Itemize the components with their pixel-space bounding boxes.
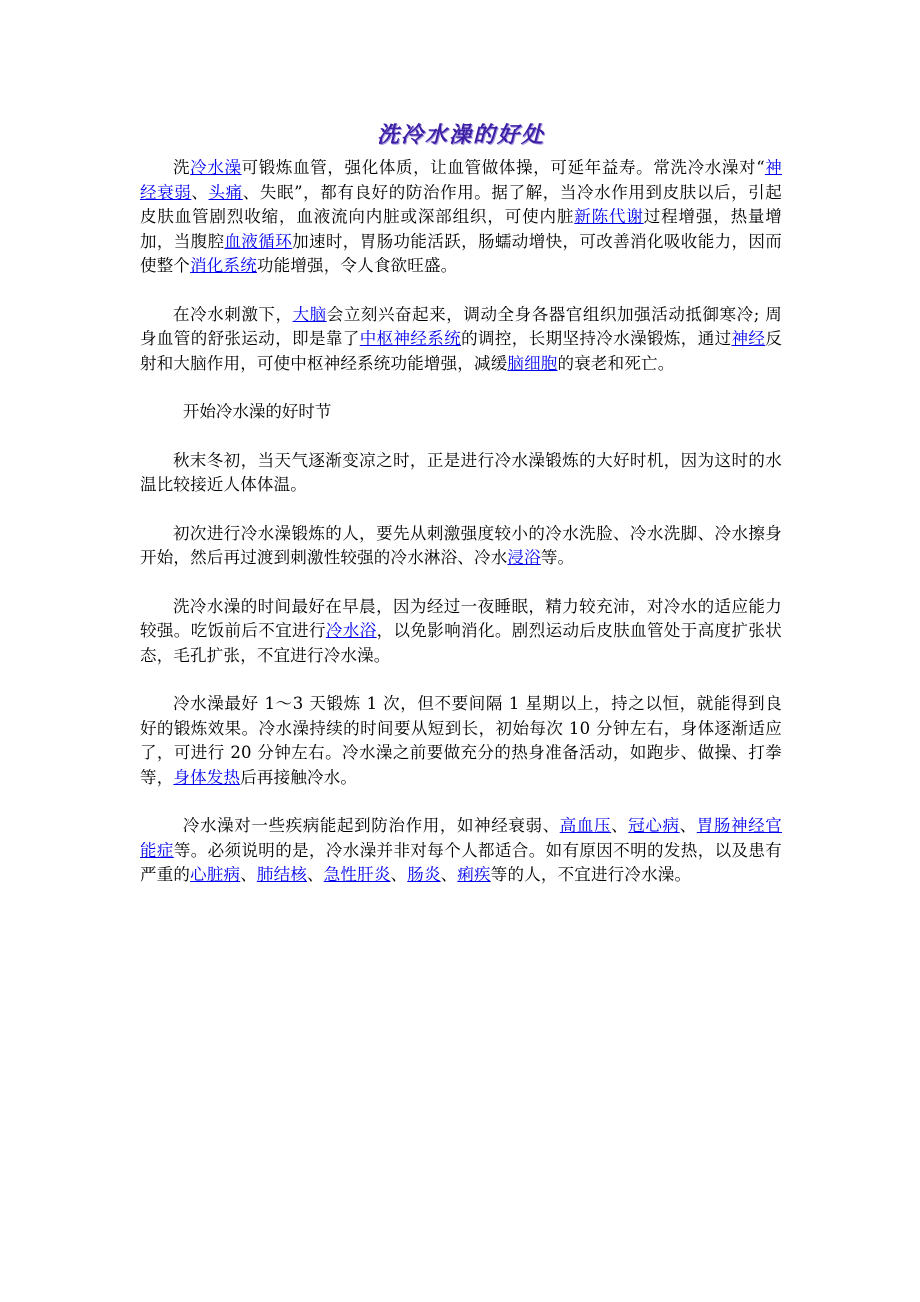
- text: 可锻炼血管，强化体质，让血管做体操，可延年益寿。常洗冷水澡对“: [241, 158, 765, 177]
- link-tuberculosis[interactable]: 肺结核: [256, 865, 308, 884]
- document-page: [140, 118, 782, 912]
- text: 、: [440, 865, 458, 884]
- document-title: 洗冷水澡的好处: [376, 122, 545, 148]
- text: 、: [390, 865, 408, 884]
- link-digestive-system[interactable]: 消化系统: [190, 256, 257, 275]
- link-coronary-heart-disease[interactable]: 冠心病: [628, 816, 680, 835]
- link-gastrointestinal-neurosis[interactable]: 胃肠神经官能症: [140, 816, 783, 860]
- text: 加速时，胃肠功能活跃，肠蠕动增快，可改善消化吸收能力，因而使整个: [140, 231, 782, 275]
- link-central-nervous-system[interactable]: 中枢神经系统: [359, 329, 462, 348]
- text: 初次进行冷水澡锻炼的人，要先从刺激强度较小的冷水洗脸、冷水洗脚、冷水擦身开始，然后再过渡到刺激性较强的冷水淋浴、冷水: [140, 523, 782, 567]
- text: 、失眠”，都有良好的防治作用。据了解，当冷水作用到皮肤以后，引起皮肤血管剧烈收缩，血液流向内脏或深部组织，可使内脏: [140, 182, 783, 226]
- link-brain[interactable]: 大脑: [292, 304, 327, 324]
- text: 的衰老和死亡。: [557, 353, 675, 373]
- link-neurasthenia[interactable]: 神经衰弱: [140, 158, 782, 202]
- text: 反射和大脑作用，可使中枢神经系统功能增强，减缓: [140, 329, 783, 373]
- paragraph-6: [140, 692, 782, 790]
- link-nerve[interactable]: 神经: [731, 329, 766, 348]
- text: ，以免影响消化。剧烈运动后皮肤血管处于高度扩张状态，毛孔扩张，不宜进行冷水澡。: [140, 621, 782, 665]
- text: 、: [191, 182, 209, 202]
- text: 等。必须说明的是，冷水澡并非对每个人都适合。如有原因不明的发热，以及患有严重的: [140, 840, 783, 884]
- link-hypertension[interactable]: 高血压: [559, 816, 612, 835]
- text: 等的人，不宜进行冷水澡。: [490, 865, 692, 884]
- text: 洗冷水澡的时间最好在早晨，因为经过一夜睡眠，精力较充沛，对冷水的适应能力较强。吃饭前后不宜进行: [140, 596, 782, 640]
- text: 等。: [540, 548, 575, 567]
- text: 功能增强，令人食欲旺盛。: [256, 256, 458, 275]
- link-metabolism[interactable]: 新陈代谢: [574, 207, 644, 226]
- link-headache[interactable]: 头痛: [208, 182, 243, 202]
- link-brain-cell[interactable]: 脑细胞: [507, 353, 558, 373]
- text: 、: [679, 816, 697, 835]
- section-heading: 开始冷水澡的好时节: [182, 402, 332, 421]
- link-cold-bath[interactable]: 冷水澡: [190, 158, 242, 177]
- link-heart-disease[interactable]: 心脏病: [190, 865, 241, 884]
- text: 后再接触冷水。: [240, 767, 358, 787]
- text: 过程增强，热量增加，当腹腔: [140, 207, 783, 251]
- text: 秋末冬初，当天气逐渐变凉之时，正是进行冷水澡锻炼的大好时机，因为这时的水温比较接近人体体温。: [140, 450, 782, 494]
- paragraph-2: [140, 303, 782, 377]
- link-dysentery[interactable]: 痢疾: [457, 865, 491, 884]
- paragraph-3: [140, 449, 782, 498]
- text: 、: [240, 865, 257, 884]
- text: 洗: [173, 158, 191, 177]
- link-cold-water-bath[interactable]: 冷水浴: [325, 621, 377, 640]
- link-body-warm-up[interactable]: 身体发热: [173, 767, 241, 787]
- paragraph-7: [140, 814, 782, 888]
- paragraph-4: [140, 522, 782, 571]
- paragraph-1: [140, 156, 782, 279]
- text: 冷水澡最好 1～3 天锻炼 1 次，但不要间隔 1 星期以上，持之以恒，就能得到良好的锻炼效果。冷水澡持续的时间要从短到长，初始每次 10 分钟左右，身体逐渐适应了，可进行 20 分钟左右。冷水澡之前要做充分的热身准备活动，如跑步、做操、打拳等，: [140, 694, 782, 787]
- text: 会立刻兴奋起来，调动全身各器官组织加强活动抵御寒冷; 周身血管的舒张运动，即是靠了: [140, 304, 783, 348]
- link-acute-hepatitis[interactable]: 急性肝炎: [323, 865, 391, 884]
- link-immersion-bath[interactable]: 浸浴: [507, 548, 541, 567]
- text: 冷水澡对一些疾病能起到防治作用，如神经衰弱、: [182, 816, 560, 835]
- text: 在冷水刺激下，: [173, 304, 293, 324]
- text: 、: [611, 816, 629, 835]
- paragraph-5: [140, 595, 782, 669]
- link-enteritis[interactable]: 肠炎: [407, 865, 441, 884]
- text: 、: [307, 865, 324, 884]
- link-blood-circulation[interactable]: 血液循环: [224, 231, 293, 251]
- text: 的调控，长期坚持冷水澡锻炼，通过: [461, 329, 732, 348]
